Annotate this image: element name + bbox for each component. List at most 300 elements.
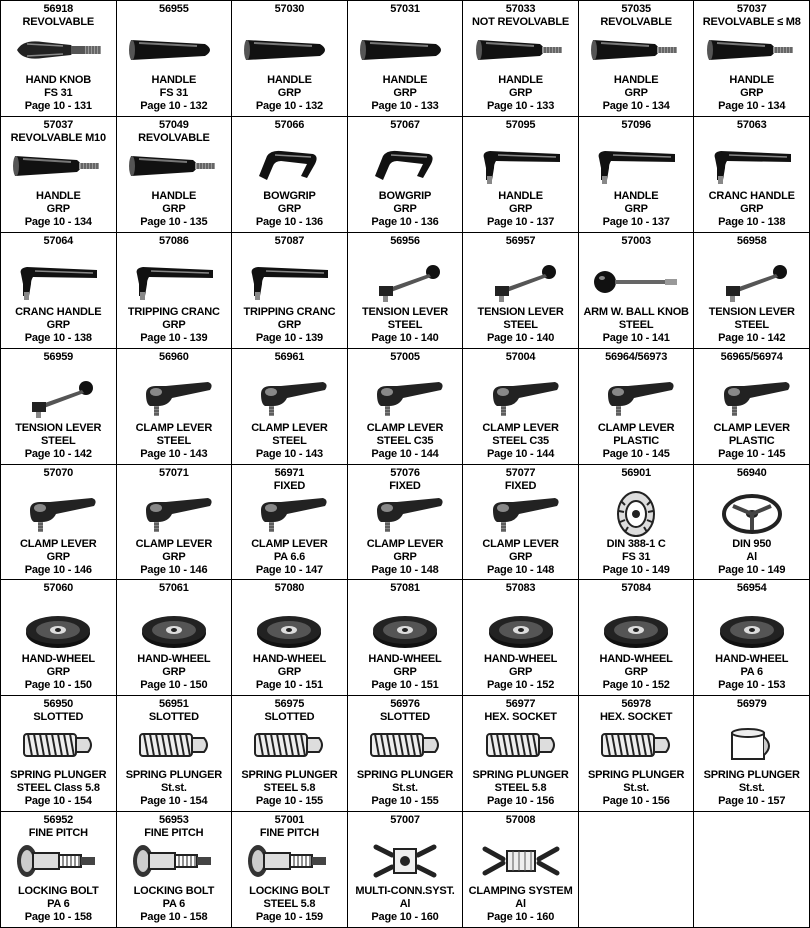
item-page-ref: Page 10 - 139	[255, 331, 323, 344]
item-page-ref: Page 10 - 156	[487, 795, 555, 808]
catalog-item	[1, 233, 117, 349]
item-material: St.st.	[161, 782, 187, 795]
item-page-ref: Page 10 - 136	[371, 215, 439, 228]
item-code: 57060	[43, 582, 74, 595]
catalog-item	[694, 696, 810, 812]
tension-lever-icon	[463, 260, 578, 304]
item-name: HANDLE	[729, 74, 775, 86]
item-code: 57067	[390, 118, 420, 131]
item-page-ref: Page 10 - 135	[140, 215, 208, 228]
item-code: 56979	[736, 698, 767, 711]
item-name: CLAMP LEVER	[597, 421, 675, 434]
item-name: HANDLE	[35, 189, 81, 202]
item-page-ref: Page 10 - 138	[718, 215, 786, 228]
item-variant: FIXED	[504, 479, 537, 492]
item-name: HANDLE	[613, 189, 659, 202]
item-variant: HEX. SOCKET	[484, 711, 557, 724]
item-name: SPRING PLUNGER	[472, 769, 569, 782]
catalog-item	[1, 349, 117, 465]
catalog-item	[1, 1, 117, 117]
catalog-item	[117, 349, 233, 465]
item-code: 56953	[159, 814, 189, 827]
item-material: St.st.	[392, 782, 418, 795]
locking-bolt-icon	[1, 839, 116, 883]
item-name: CLAMP LEVER	[713, 421, 790, 434]
item-name: CLAMP LEVER	[135, 537, 213, 550]
catalog-item	[694, 117, 810, 233]
item-name: TENSION LEVER	[477, 305, 564, 318]
item-material: GRP	[46, 666, 70, 679]
item-code: 56978	[621, 698, 651, 711]
item-material: FS 31	[159, 87, 189, 99]
clamping-system-icon	[463, 839, 578, 883]
item-code: 56965/56974	[720, 350, 783, 363]
item-page-ref: Page 10 - 151	[255, 679, 323, 692]
catalog-item	[463, 465, 579, 581]
empty-cell	[694, 812, 810, 928]
item-code: 56940	[736, 466, 767, 479]
item-code: 57003	[621, 234, 651, 247]
catalog-item	[463, 696, 579, 812]
catalog-item	[463, 233, 579, 349]
item-name: SPRING PLUNGER	[241, 769, 338, 782]
item-material: GRP	[508, 202, 533, 215]
item-code: 57031	[390, 3, 420, 15]
item-code: 56956	[390, 234, 420, 247]
bowgrip-icon	[232, 144, 347, 188]
catalog-item	[232, 233, 348, 349]
item-name: SPRING PLUNGER	[588, 769, 685, 782]
catalog-item	[579, 580, 695, 696]
item-page-ref: Page 10 - 157	[718, 795, 786, 808]
item-name: HANDLE	[267, 74, 312, 86]
item-name: TRIPPING CRANC	[127, 305, 220, 318]
item-name: MULTI-CONN.SYST.	[355, 885, 455, 898]
hand-wheel-icon	[1, 607, 116, 651]
spring-plunger-icon	[579, 723, 694, 767]
catalog-item	[1, 696, 117, 812]
item-code: 56977	[505, 698, 536, 711]
item-page-ref: Page 10 - 160	[487, 911, 555, 924]
hand-wheel-icon	[579, 607, 694, 651]
item-page-ref: Page 10 - 133	[371, 100, 439, 112]
catalog-item	[348, 580, 464, 696]
handle-stud-icon	[463, 28, 578, 72]
item-name: BOWGRIP	[263, 189, 316, 202]
item-name: DIN 388-1 C	[606, 537, 666, 550]
item-code: 57033	[505, 3, 536, 15]
item-code: 56955	[159, 3, 189, 15]
item-page-ref: Page 10 - 158	[24, 911, 92, 924]
catalog-item	[694, 349, 810, 465]
clamp-lever-icon	[232, 492, 347, 536]
item-page-ref: Page 10 - 143	[140, 447, 208, 460]
item-code: 56958	[736, 234, 767, 247]
item-page-ref: Page 10 - 150	[140, 679, 208, 692]
item-material: GRP	[508, 87, 533, 99]
item-page-ref: Page 10 - 144	[371, 447, 439, 460]
item-code: 56959	[43, 350, 74, 363]
item-name: SPRING PLUNGER	[703, 769, 800, 782]
item-name: CRANC HANDLE	[15, 305, 102, 318]
plunger-cylinder-icon	[694, 723, 809, 767]
handle-stud-icon	[694, 28, 809, 72]
item-material: GRP	[740, 202, 764, 215]
item-code: 57077	[505, 466, 536, 479]
handle-stud-icon	[1, 144, 116, 188]
item-page-ref: Page 10 - 134	[602, 100, 670, 112]
tension-lever-icon	[1, 376, 116, 420]
item-material: Al	[746, 550, 757, 563]
item-code: 57087	[274, 234, 305, 247]
item-material: GRP	[277, 318, 302, 331]
catalog-item	[232, 349, 348, 465]
item-name: DIN 950	[732, 537, 772, 550]
item-material: STEEL	[156, 434, 192, 447]
catalog-item	[579, 1, 695, 117]
catalog-item	[232, 1, 348, 117]
item-code: 57066	[274, 118, 305, 131]
item-material: Al	[515, 898, 526, 911]
item-material: STEEL 5.8	[494, 782, 547, 795]
item-code: 57084	[621, 582, 651, 595]
item-code: 57030	[274, 3, 305, 15]
item-material: GRP	[277, 87, 302, 99]
item-page-ref: Page 10 - 158	[140, 911, 208, 924]
item-variant: FINE PITCH	[28, 827, 88, 840]
item-code: 56961	[274, 350, 305, 363]
catalog-item	[463, 580, 579, 696]
item-name: CLAMP LEVER	[366, 421, 444, 434]
item-material: GRP	[624, 202, 648, 215]
item-material: GRP	[46, 550, 70, 563]
handle-icon	[117, 28, 232, 72]
item-material: STEEL C35	[376, 434, 434, 447]
item-page-ref: Page 10 - 132	[255, 100, 323, 112]
item-page-ref: Page 10 - 143	[255, 447, 323, 460]
item-code: 57008	[505, 814, 536, 827]
clamp-lever-icon	[1, 492, 116, 536]
item-name: HAND-WHEEL	[715, 653, 789, 666]
catalog-item	[1, 812, 117, 928]
item-name: LOCKING BOLT	[133, 885, 215, 898]
catalog-item	[348, 233, 464, 349]
item-code: 57071	[159, 466, 189, 479]
item-name: CLAMP LEVER	[482, 537, 559, 550]
item-material: PA 6	[740, 666, 763, 679]
item-code: 57096	[621, 118, 651, 131]
catalog-item	[348, 117, 464, 233]
item-variant: FIXED	[389, 479, 421, 492]
item-page-ref: Page 10 - 140	[487, 331, 555, 344]
item-name: HAND-WHEEL	[252, 653, 326, 666]
item-page-ref: Page 10 - 146	[24, 563, 92, 576]
catalog-item	[463, 812, 579, 928]
item-material: STEEL 5.8	[263, 782, 316, 795]
item-name: SPRING PLUNGER	[356, 769, 454, 782]
item-page-ref: Page 10 - 136	[255, 215, 323, 228]
empty-cell	[579, 812, 695, 928]
item-variant: FIXED	[273, 479, 306, 492]
item-material: STEEL Class 5.8	[16, 782, 100, 795]
item-code: 56957	[505, 234, 536, 247]
item-page-ref: Page 10 - 150	[24, 679, 92, 692]
item-page-ref: Page 10 - 152	[602, 679, 670, 692]
item-name: HANDLE	[498, 74, 543, 86]
item-code: 56960	[159, 350, 189, 363]
catalog-item	[232, 696, 348, 812]
item-code: 57076	[390, 466, 420, 479]
item-material: GRP	[393, 550, 417, 563]
item-material: GRP	[277, 666, 302, 679]
locking-bolt-icon	[117, 839, 232, 883]
item-code: 56976	[390, 698, 420, 711]
item-variant: FINE PITCH	[259, 827, 319, 840]
item-material: GRP	[46, 318, 70, 331]
item-material: STEEL C35	[492, 434, 549, 447]
catalog-item	[463, 117, 579, 233]
item-name: TENSION LEVER	[15, 421, 102, 434]
ball-knob-arm-icon	[579, 260, 694, 304]
item-page-ref: Page 10 - 148	[487, 563, 555, 576]
item-material: STEEL	[272, 434, 307, 447]
catalog-item	[694, 580, 810, 696]
bowgrip-icon	[348, 144, 463, 188]
item-page-ref: Page 10 - 155	[371, 795, 439, 808]
item-name: CLAMP LEVER	[251, 537, 328, 550]
spring-plunger-icon	[1, 723, 116, 767]
item-material: GRP	[162, 666, 186, 679]
item-code: 57063	[736, 118, 767, 131]
item-name: LOCKING BOLT	[249, 885, 330, 898]
catalog-item	[1, 117, 117, 233]
item-name: HAND-WHEEL	[368, 653, 442, 666]
item-code: 57001	[274, 814, 305, 827]
item-material: PLASTIC	[728, 434, 775, 447]
item-name: HAND-WHEEL	[21, 653, 95, 666]
item-code: 57080	[274, 582, 305, 595]
item-page-ref: Page 10 - 133	[487, 100, 555, 112]
item-material: STEEL	[618, 318, 654, 331]
item-material: GRP	[46, 202, 70, 215]
crank-handle-icon	[1, 260, 116, 304]
item-material: GRP	[508, 550, 533, 563]
item-material: GRP	[162, 550, 186, 563]
item-code: 57004	[505, 350, 536, 363]
item-name: HAND-WHEEL	[137, 653, 211, 666]
item-material: St.st.	[738, 782, 765, 795]
catalog-item	[694, 1, 810, 117]
spring-plunger-icon	[463, 723, 578, 767]
item-code: 57083	[505, 582, 536, 595]
handle-stud-icon	[579, 28, 694, 72]
crank-handle-icon	[694, 144, 809, 188]
item-variant: REVOLVABLE M10	[10, 131, 106, 144]
item-page-ref: Page 10 - 132	[140, 100, 208, 112]
catalog-item	[232, 580, 348, 696]
catalog-item	[117, 465, 233, 581]
item-material: STEEL	[734, 318, 769, 331]
item-code: 57049	[159, 118, 189, 131]
item-code: 57035	[621, 3, 651, 15]
item-page-ref: Page 10 - 141	[602, 331, 670, 344]
item-page-ref: Page 10 - 148	[371, 563, 439, 576]
item-page-ref: Page 10 - 134	[718, 100, 786, 112]
item-material: PLASTIC	[613, 434, 659, 447]
item-code: 57086	[159, 234, 189, 247]
item-page-ref: Page 10 - 138	[24, 331, 92, 344]
item-code: 57064	[43, 234, 74, 247]
clamp-lever-icon	[463, 492, 578, 536]
item-variant: FINE PITCH	[144, 827, 204, 840]
item-variant: HEX. SOCKET	[599, 711, 673, 724]
item-page-ref: Page 10 - 156	[602, 795, 670, 808]
item-name: SPRING PLUNGER	[125, 769, 222, 782]
hand-wheel-icon	[232, 607, 347, 651]
item-material: STEEL 5.8	[263, 898, 316, 911]
item-code: 56918	[43, 3, 74, 15]
item-variant: REVOLVABLE ≤ M8	[702, 16, 801, 28]
item-material: PA 6.6	[273, 550, 306, 563]
catalog-item	[579, 349, 695, 465]
catalog-item	[348, 696, 464, 812]
catalog-item	[232, 465, 348, 581]
item-material: GRP	[393, 666, 417, 679]
item-material: GRP	[508, 666, 533, 679]
item-page-ref: Page 10 - 137	[602, 215, 670, 228]
item-name: HANDLE	[382, 74, 428, 86]
item-page-ref: Page 10 - 145	[602, 447, 670, 460]
catalog-item	[579, 117, 695, 233]
handle-icon	[348, 28, 463, 72]
item-page-ref: Page 10 - 140	[371, 331, 439, 344]
catalog-item	[117, 233, 233, 349]
catalog-item	[348, 349, 464, 465]
catalog-item	[1, 465, 117, 581]
item-material: STEEL	[387, 318, 423, 331]
catalog-item	[348, 812, 464, 928]
item-name: LOCKING BOLT	[18, 885, 99, 898]
item-code: 56951	[159, 698, 189, 711]
item-material: GRP	[624, 87, 648, 99]
item-page-ref: Page 10 - 154	[140, 795, 208, 808]
spoked-wheel-icon	[694, 492, 809, 536]
item-page-ref: Page 10 - 134	[24, 215, 92, 228]
item-page-ref: Page 10 - 149	[602, 563, 670, 576]
item-code: 57081	[390, 582, 420, 595]
item-page-ref: Page 10 - 137	[487, 215, 555, 228]
catalog-item	[579, 696, 695, 812]
item-code: 57037	[43, 118, 74, 131]
item-page-ref: Page 10 - 145	[718, 447, 786, 460]
hand-wheel-icon	[463, 607, 578, 651]
item-material: GRP	[162, 202, 186, 215]
spring-plunger-icon	[117, 723, 232, 767]
item-material: STEEL	[503, 318, 538, 331]
catalog-item	[232, 812, 348, 928]
crank-handle-icon	[232, 260, 347, 304]
item-code: 57070	[43, 466, 74, 479]
item-material: GRP	[740, 87, 764, 99]
item-page-ref: Page 10 - 142	[718, 331, 786, 344]
catalog-item	[348, 465, 464, 581]
item-page-ref: Page 10 - 154	[24, 795, 92, 808]
item-material: STEEL	[41, 434, 76, 447]
item-page-ref: Page 10 - 146	[140, 563, 208, 576]
handle-stud-icon	[117, 144, 232, 188]
item-code: 56901	[621, 466, 651, 479]
item-material: PA 6	[162, 898, 186, 911]
tension-lever-icon	[348, 260, 463, 304]
item-page-ref: Page 10 - 151	[371, 679, 439, 692]
item-page-ref: Page 10 - 160	[371, 911, 439, 924]
clamp-lever-icon	[463, 376, 578, 420]
catalog-item	[117, 580, 233, 696]
item-material: FS 31	[44, 87, 73, 99]
item-page-ref: Page 10 - 149	[718, 563, 786, 576]
item-code: 57007	[390, 814, 420, 827]
item-page-ref: Page 10 - 152	[487, 679, 555, 692]
item-material: GRP	[624, 666, 648, 679]
crank-handle-icon	[117, 260, 232, 304]
item-name: CLAMPING SYSTEM	[468, 885, 573, 898]
item-name: HAND KNOB	[25, 74, 91, 86]
item-name: SPRING PLUNGER	[10, 769, 107, 782]
clamp-lever-icon	[232, 376, 347, 420]
item-material: FS 31	[621, 550, 651, 563]
item-material: GRP	[393, 87, 417, 99]
item-code: 57037	[736, 3, 767, 15]
catalog-item	[348, 1, 464, 117]
item-page-ref: Page 10 - 153	[718, 679, 786, 692]
item-material: Al	[399, 898, 411, 911]
item-name: HAND-WHEEL	[599, 653, 673, 666]
item-variant: REVOLVABLE	[138, 131, 210, 144]
catalog-item	[1, 580, 117, 696]
item-page-ref: Page 10 - 159	[255, 911, 323, 924]
catalog-item	[117, 812, 233, 928]
item-page-ref: Page 10 - 155	[255, 795, 323, 808]
locking-bolt-icon	[232, 839, 347, 883]
item-name: CRANC HANDLE	[708, 189, 795, 202]
catalog-item	[463, 349, 579, 465]
hand-knob-icon	[1, 28, 116, 72]
item-name: TRIPPING CRANC	[243, 305, 336, 318]
clamp-lever-icon	[579, 376, 694, 420]
item-name: HANDLE	[613, 74, 659, 86]
crank-handle-icon	[463, 144, 578, 188]
item-variant: NOT REVOLVABLE	[472, 16, 570, 28]
catalog-item	[694, 233, 810, 349]
spring-plunger-icon	[348, 723, 463, 767]
hand-wheel-icon	[348, 607, 463, 651]
catalog-item	[117, 1, 233, 117]
catalog-item	[117, 696, 233, 812]
item-code: 56950	[43, 698, 74, 711]
clamp-lever-icon	[117, 376, 232, 420]
item-page-ref: Page 10 - 142	[24, 447, 92, 460]
hand-wheel-icon	[117, 607, 232, 651]
item-code: 56952	[43, 814, 74, 827]
item-material: GRP	[162, 318, 186, 331]
catalog-item	[117, 117, 233, 233]
clamp-lever-icon	[117, 492, 232, 536]
clamp-lever-icon	[694, 376, 809, 420]
catalog-item	[579, 465, 695, 581]
item-name: CLAMP LEVER	[135, 421, 213, 434]
item-page-ref: Page 10 - 131	[24, 100, 92, 112]
item-variant: SLOTTED	[264, 711, 315, 724]
